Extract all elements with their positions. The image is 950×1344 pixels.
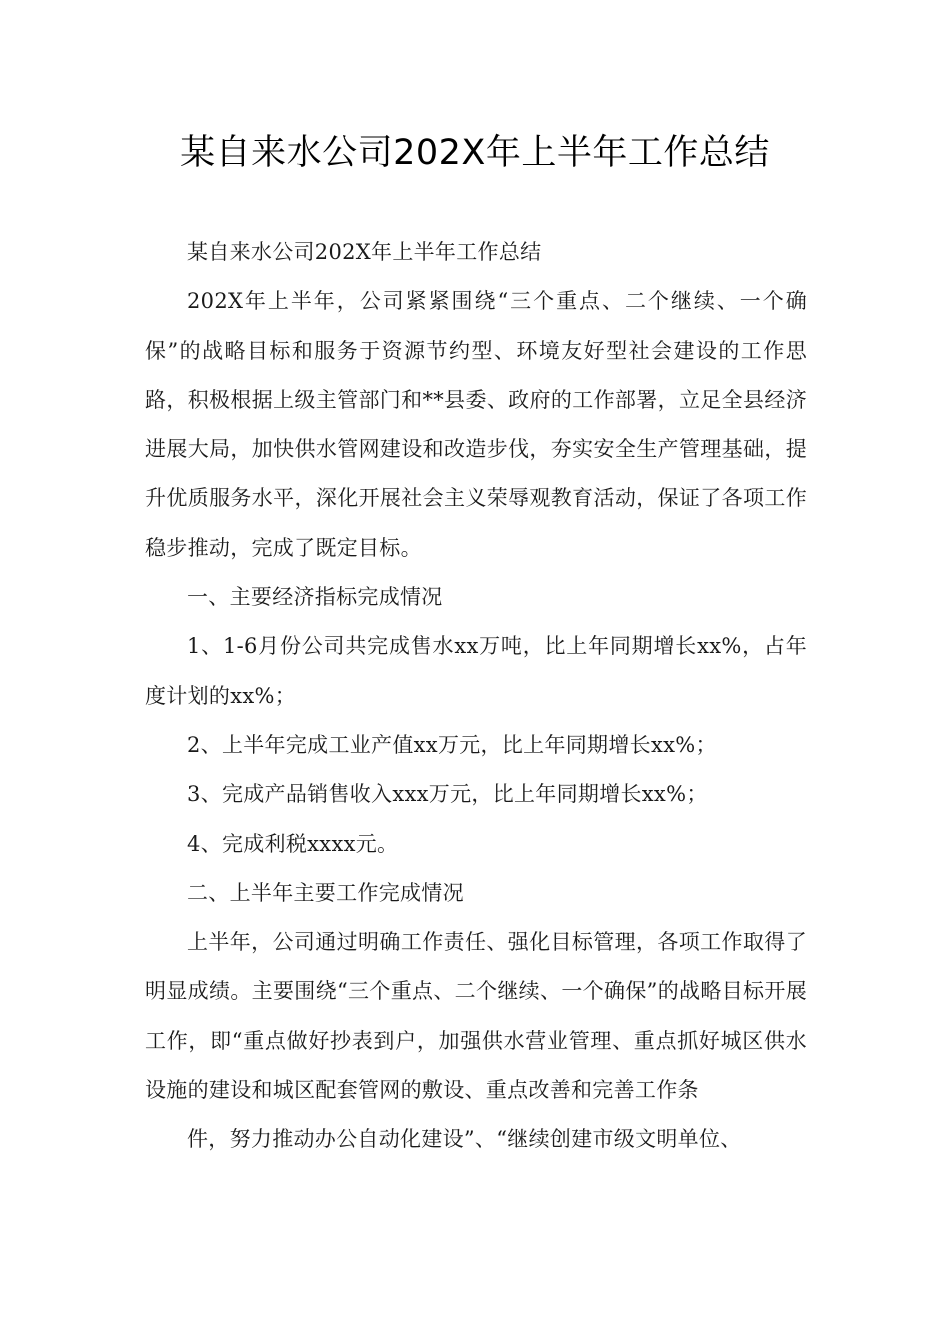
list-item-profit-tax: 4、完成利税xxxx元。 <box>187 831 399 856</box>
section-heading-main-work: 二、上半年主要工作完成情况 <box>187 880 464 905</box>
list-item-industrial-output: 2、上半年完成工业产值xx万元，比上年同期增长xx%； <box>187 732 717 757</box>
paragraph-subtitle: 某自来水公司202X年上半年工作总结 <box>187 240 542 264</box>
paragraph-intro: 202X年上半年，公司紧紧围绕“三个重点、二个继续、一个确保”的战略目标和服务于资源节约型、环境友好型社会建设的工作思路，积极根据上级主管部门和**县委、政府的工作部署，立足全县经济进展大局，加快供水管网建设和改造步伐，夯实安全生产管理基础，提升优质服务水平，深化开展社会主义荣辱观教育活动，保证了各项工作稳步推动，完成了既定目标。 <box>145 289 807 560</box>
paragraph-continuation: 件，努力推动办公自动化建设”、“继续创建市级文明单位、 <box>187 1127 742 1152</box>
section-heading-economic-indicators: 一、主要经济指标完成情况 <box>187 585 443 610</box>
list-item-sales-revenue: 3、完成产品销售收入xxx万元，比上年同期增长xx%； <box>187 782 708 807</box>
list-item-water-sales: 1、1-6月份公司共完成售水xx万吨，比上年同期增长xx%，占年度计划的xx%； <box>145 634 807 708</box>
paragraph-main-work: 上半年，公司通过明确工作责任、强化目标管理，各项工作取得了明显成绩。主要围绕“三个重点、二个继续、一个确保”的战略目标开展工作，即“重点做好抄表到户，加强供水营业管理、重点抓好城区供水设施的建设和城区配套管网的敷设、重点改善和完善工作条 <box>145 930 807 1103</box>
document-title: 某自来水公司202X年上半年工作总结 <box>180 133 770 173</box>
document-body <box>145 228 807 1165</box>
